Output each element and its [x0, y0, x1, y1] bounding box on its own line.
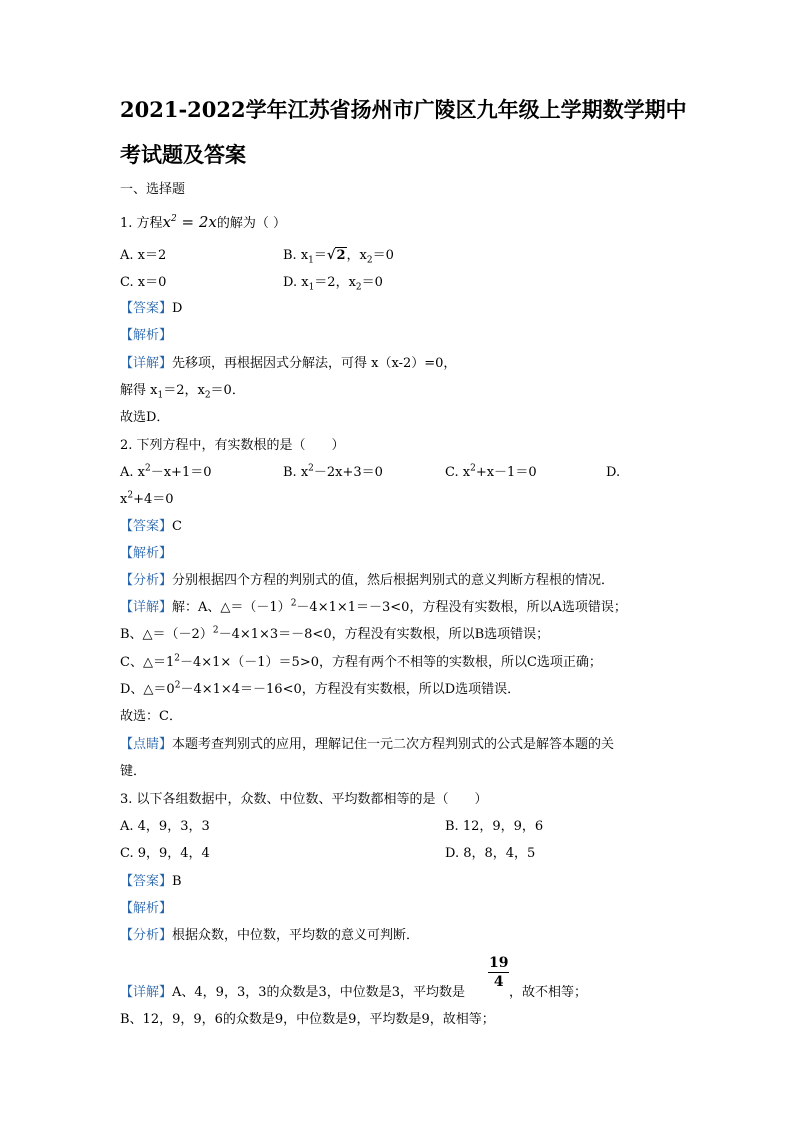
q2-answer: 【答案】C: [120, 519, 182, 534]
q1-option-a: A. x＝2: [120, 248, 167, 263]
q2-detail-4: D、$\triangle=0^2-4\times 1\times 4=-16<0$，方程没有实数根，所以D选项错误．: [120, 680, 521, 697]
q2-option-d: $x^2+4=0$: [120, 490, 174, 507]
doc-title-line2: 考试题及答案: [120, 142, 246, 167]
q1-option-b: B. $x_1=√2$，$x_2=0$: [283, 248, 394, 266]
q3-option-c: C. 9，9，4，4: [120, 846, 210, 861]
q3-analysis-tag: 【解析】: [120, 901, 173, 916]
q3-stem: 3. 以下各组数据中，众数、中位数、平均数都相等的是（ ）: [120, 792, 488, 807]
q1-analysis-tag: 【解析】: [120, 328, 173, 343]
q2-detail-3: C、$\triangle=1^2-4\times 1\times(-1)=5>0$，方程有两个不相等的实数根，所以C选项正确；: [120, 653, 602, 670]
q3-detail-2: B、12，9，9，6的众数是9，中位数是9，平均数是9，故相等；: [120, 1012, 495, 1027]
q3-option-d: D. 8，8，4，5: [445, 846, 536, 861]
q3-option-a: A. 4，9，3，3: [120, 819, 210, 834]
doc-title-line1: 2021-2022学年江苏省扬州市广陵区九年级上学期数学期中: [120, 97, 687, 122]
q1-stem: 1. 方程$x^2 = 2x$的解为（ ）: [120, 213, 287, 231]
fraction-19-over-4: [488, 954, 509, 991]
section-heading: 一、选择题: [120, 182, 186, 197]
fraction-denominator: 4: [493, 974, 504, 990]
q2-dianjing-2: 键．: [120, 764, 147, 779]
q2-stem: 2. 下列方程中，有实数根的是（ ）: [120, 438, 345, 453]
fraction-numerator: 19: [489, 955, 509, 971]
q3-fenxi: 【分析】根据众数，中位数，平均数的意义可判断．: [120, 928, 420, 943]
q2-detail-1: 【详解】解：A、$\triangle=(-1)^2-4\times 1\times 1=-3<0$，方程没有实数根，所以A选项错误；: [120, 598, 627, 615]
q1-option-d: D. $x_1=2$，$x_2=0$: [283, 275, 383, 293]
q2-conclusion: 故选：C．: [120, 709, 182, 724]
q3-detail-1: 【详解】A、4，9，3，3的众数是3，中位数是3，平均数是: [120, 985, 466, 1000]
q3-detail-1-end: ，故不相等；: [509, 985, 588, 1000]
q2-option-d-label: D.: [606, 465, 621, 480]
q2-option-b: B. $x^2-2x+3=0$: [283, 463, 383, 480]
q1-detail-2: 解得 $x_1=2$，$x_2=0$．: [120, 383, 245, 401]
q1-equation: $x^2 = 2x$: [162, 213, 217, 231]
q2-analysis-tag: 【解析】: [120, 546, 173, 561]
q2-option-c: C. $x^2+x-1=0$: [445, 463, 537, 480]
sqrt-symbol: √2: [326, 248, 346, 263]
q1-detail-1: 【详解】先移项，再根据因式分解法，可得 x（x-2）=0，: [120, 356, 457, 371]
q1-option-c: C. x＝0: [120, 275, 167, 290]
q2-dianjing-1: 【点睛】本题考查判别式的应用，理解记住一元二次方程判别式的公式是解答本题的关: [120, 737, 615, 752]
q2-detail-2: B、$\triangle=(-2)^2-4\times 1\times 3=-8<0$，方程没有实数根，所以B选项错误；: [120, 625, 550, 642]
q2-fenxi: 【分析】分别根据四个方程的判别式的值，然后根据判别式的意义判断方程根的情况．: [120, 573, 615, 588]
q1-answer: 【答案】D: [120, 301, 183, 316]
q1-conclusion: 故选D．: [120, 410, 170, 425]
q3-answer: 【答案】B: [120, 874, 182, 889]
q2-option-a: A. $x^2-x+1=0$: [120, 463, 212, 480]
q3-option-b: B. 12，9，9，6: [445, 819, 544, 834]
